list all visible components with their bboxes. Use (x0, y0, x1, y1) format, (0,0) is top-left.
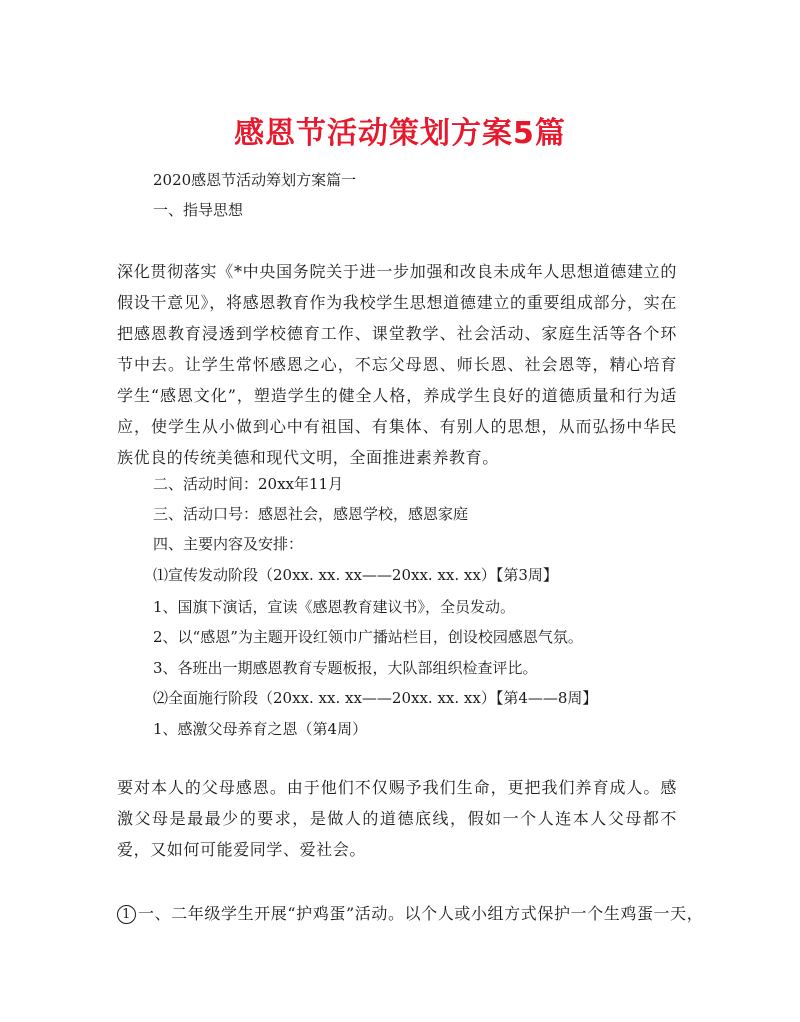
phase1-heading: ⑴宣传发动阶段（20xx. xx. xx——20xx. xx. xx）【第3周】 (153, 566, 558, 584)
paragraph-parents-gratitude: 要对本人的父母感恩。由于他们不仅赐予我们生命，更把我们养育成人。感激父母是最最少的要求，是做人的道德底线，假如一个人连本人父母都不爱，又如何可能爱同学、爱社会。 (117, 778, 677, 859)
circled-number-icon: 1 (117, 905, 136, 924)
document-subtitle: 2020感恩节活动筹划方案篇一 (153, 171, 357, 189)
item-activity-time: 二、活动时间：20xx年11月 (153, 475, 344, 493)
phase2-heading: ⑵全面施行阶段（20xx. xx. xx——20xx. xx. xx）【第4——8周】 (153, 689, 598, 707)
item-main-content: 四、主要内容及安排： (153, 535, 304, 553)
document-title: 感恩节活动策划方案5篇 (234, 116, 566, 151)
phase1-item-1: 1、国旗下演话，宣读《感恩教育建议书》，全员发动。 (153, 598, 516, 616)
paragraph-guiding-thought: 深化贯彻落实《*中央国务院关于进一步加强和改良未成年人思想道德建立的假设干意见》，将感恩教育作为我校学生思想道德建立的重要组成部分，实在把感恩教育浸透到学校德育工作、课堂教学、社会活动、家庭生活等各个环节中去。让学生常怀感恩之心，不忘父母恩、师长恩、社会恩等，精心培育学生“感恩文化”，塑造学生的健全人格，养成学生良好的道德质量和行为适应，使学生从小做到心中有祖国、有集体、有别人的思想，从而弘扬中华民族优良的传统美德和现代文明，全面推进素养教育。 (117, 262, 677, 467)
section1-heading: 一、指导思想 (153, 201, 244, 219)
phase2-item-1: 1、感激父母养育之恩（第4周） (153, 720, 368, 738)
item-activity-slogan: 三、活动口号：感恩社会，感恩学校，感恩家庭 (153, 505, 469, 523)
last-line (117, 904, 703, 924)
last-line-text: 一、二年级学生开展“护鸡蛋”活动。以个人或小组方式保护一个生鸡蛋一天， (138, 904, 704, 923)
phase1-item-3: 3、各班出一期感恩教育专题板报，大队部组织检查评比。 (153, 659, 538, 677)
phase1-item-2: 2、以“感恩”为主题开设红领巾广播站栏目，创设校园感恩气氛。 (153, 628, 583, 646)
